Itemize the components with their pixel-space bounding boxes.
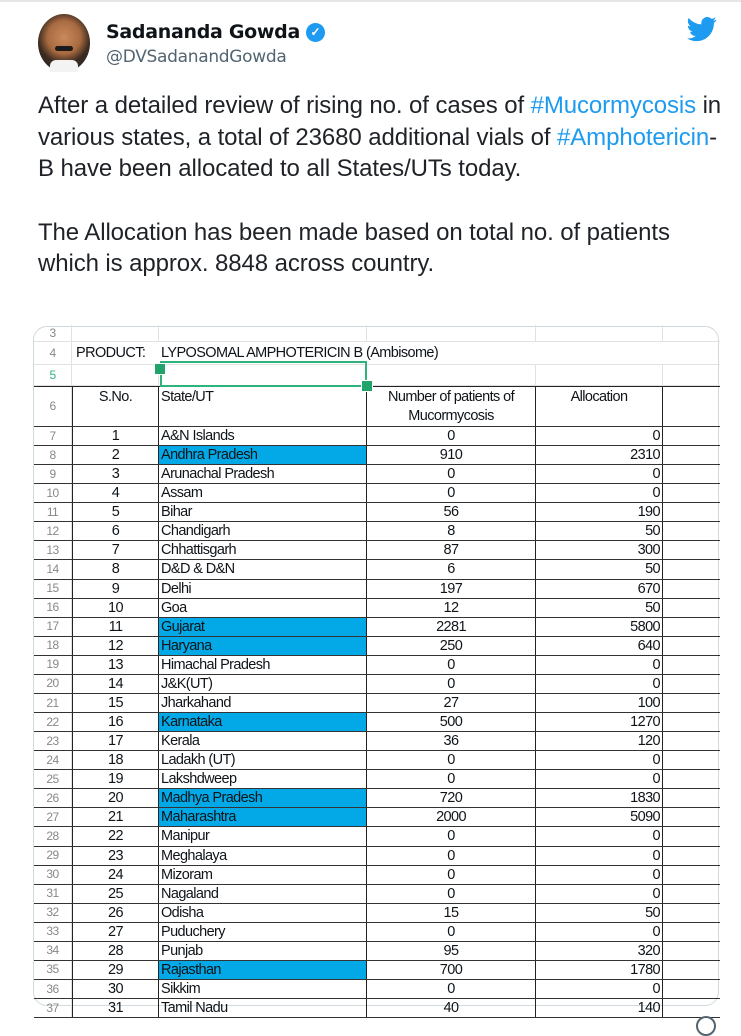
row-number: 4 [34, 342, 72, 364]
cell[interactable] [663, 904, 720, 922]
row-number: 27 [34, 808, 72, 826]
state-cell[interactable]: Odisha [159, 904, 367, 922]
allocation-cell[interactable]: 190 [536, 503, 663, 521]
allocation-cell[interactable]: 0 [536, 847, 663, 865]
twitter-bird-icon[interactable] [685, 14, 719, 44]
sno-cell[interactable]: 18 [72, 751, 159, 769]
table-row [34, 961, 720, 980]
state-cell[interactable]: Chhattisgarh [159, 541, 367, 559]
cell[interactable] [663, 923, 720, 941]
tweet-text-segment: in various states, a total of 23680 additional vials of [38, 92, 722, 151]
row-number: 3 [34, 325, 72, 341]
allocation-cell[interactable]: 0 [536, 885, 663, 903]
sno-cell[interactable]: 30 [72, 980, 159, 998]
table-row [34, 580, 720, 599]
table-row [34, 541, 720, 560]
tweet-text [38, 90, 728, 280]
sno-cell[interactable]: 8 [72, 560, 159, 578]
row-number: 5 [34, 365, 72, 385]
sno-cell[interactable]: 13 [72, 656, 159, 674]
cell[interactable] [663, 465, 720, 483]
patients-cell[interactable]: 197 [367, 580, 536, 598]
row-number: 21 [34, 694, 72, 712]
table-row [34, 694, 720, 713]
cell[interactable] [663, 484, 720, 502]
patients-cell[interactable]: 2281 [367, 618, 536, 636]
cell[interactable] [663, 713, 720, 731]
allocation-cell[interactable]: 5090 [536, 808, 663, 826]
table-row [34, 827, 720, 846]
state-cell[interactable]: Arunachal Pradesh [159, 465, 367, 483]
row-number: 19 [34, 656, 72, 674]
cell[interactable] [663, 387, 720, 426]
row-number: 14 [34, 560, 72, 578]
cell[interactable] [663, 503, 720, 521]
patients-cell[interactable]: 56 [367, 503, 536, 521]
state-cell[interactable]: Gujarat [159, 618, 367, 636]
sheet-row [34, 365, 720, 386]
row-number: 32 [34, 904, 72, 922]
patients-cell[interactable]: 250 [367, 637, 536, 655]
patients-cell[interactable]: 700 [367, 961, 536, 979]
cell[interactable] [367, 325, 536, 341]
state-cell[interactable]: Delhi [159, 580, 367, 598]
sno-cell[interactable]: 31 [72, 999, 159, 1017]
allocation-cell[interactable]: 5800 [536, 618, 663, 636]
patients-cell[interactable]: 720 [367, 789, 536, 807]
patients-cell[interactable]: 87 [367, 541, 536, 559]
state-cell[interactable]: Rajasthan [159, 961, 367, 979]
row-number: 37 [34, 999, 72, 1017]
row-number: 28 [34, 827, 72, 845]
allocation-cell[interactable]: 1830 [536, 789, 663, 807]
patients-cell[interactable]: 0 [367, 427, 536, 445]
cell[interactable] [663, 961, 720, 979]
allocation-cell[interactable]: 0 [536, 827, 663, 845]
sno-cell[interactable]: 4 [72, 484, 159, 502]
row-number: 7 [34, 427, 72, 445]
patients-cell[interactable]: 500 [367, 713, 536, 731]
allocation-cell[interactable]: 0 [536, 675, 663, 693]
row-number: 12 [34, 522, 72, 540]
state-cell[interactable]: Bihar [159, 503, 367, 521]
cell[interactable] [663, 827, 720, 845]
patients-cell[interactable]: 0 [367, 770, 536, 788]
row-number: 25 [34, 770, 72, 788]
cell[interactable] [72, 325, 159, 341]
patients-cell[interactable]: 0 [367, 866, 536, 884]
row-number: 13 [34, 541, 72, 559]
allocation-cell[interactable]: 50 [536, 904, 663, 922]
author-name[interactable]: Sadananda Gowda [106, 21, 300, 43]
state-cell[interactable]: Haryana [159, 637, 367, 655]
cell[interactable] [663, 365, 720, 385]
patients-cell[interactable]: 36 [367, 732, 536, 750]
table-row [34, 560, 720, 579]
sno-cell[interactable]: 24 [72, 866, 159, 884]
state-cell[interactable]: Sikkim [159, 980, 367, 998]
patients-cell[interactable]: 0 [367, 923, 536, 941]
table-row [34, 522, 720, 541]
allocation-cell[interactable]: 50 [536, 522, 663, 540]
allocation-cell[interactable]: 300 [536, 541, 663, 559]
row-number: 20 [34, 675, 72, 693]
table-row [34, 484, 720, 503]
allocation-cell[interactable]: 50 [536, 560, 663, 578]
allocation-cell[interactable]: 0 [536, 656, 663, 674]
allocation-cell[interactable]: 1270 [536, 713, 663, 731]
table-row [34, 503, 720, 522]
row-number: 22 [34, 713, 72, 731]
allocation-cell[interactable]: 0 [536, 866, 663, 884]
row-number: 16 [34, 599, 72, 617]
state-cell[interactable]: A&N Islands [159, 427, 367, 445]
row-number: 24 [34, 751, 72, 769]
sno-cell[interactable]: 12 [72, 637, 159, 655]
row-number: 31 [34, 885, 72, 903]
cell[interactable] [663, 866, 720, 884]
row-number: 35 [34, 961, 72, 979]
allocation-cell[interactable]: 0 [536, 751, 663, 769]
state-cell[interactable]: Punjab [159, 942, 367, 960]
row-number: 8 [34, 446, 72, 464]
cell[interactable] [663, 618, 720, 636]
sno-cell[interactable]: 9 [72, 580, 159, 598]
row-number: 29 [34, 847, 72, 865]
state-cell[interactable]: D&D & D&N [159, 560, 367, 578]
state-cell[interactable]: Tamil Nadu [159, 999, 367, 1017]
state-cell[interactable]: Puduchery [159, 923, 367, 941]
table-row [34, 999, 720, 1018]
header-patients[interactable]: Number of patients of Mucormycosis [367, 387, 536, 426]
patients-cell[interactable]: 40 [367, 999, 536, 1017]
state-cell[interactable]: Andhra Pradesh [159, 446, 367, 464]
sno-cell[interactable]: 25 [72, 885, 159, 903]
sheet-row [34, 342, 720, 365]
row-number: 10 [34, 484, 72, 502]
cell[interactable] [663, 847, 720, 865]
patients-cell[interactable]: 910 [367, 446, 536, 464]
sno-cell[interactable]: 15 [72, 694, 159, 712]
row-number: 18 [34, 637, 72, 655]
cell[interactable] [663, 942, 720, 960]
patients-cell[interactable]: 15 [367, 904, 536, 922]
sno-cell[interactable]: 23 [72, 847, 159, 865]
cell[interactable] [663, 599, 720, 617]
verified-badge-icon: ✓ [306, 23, 325, 42]
more-options-icon[interactable] [696, 1016, 716, 1036]
allocation-cell[interactable]: 0 [536, 465, 663, 483]
patients-cell[interactable]: 2000 [367, 808, 536, 826]
header-state[interactable]: State/UT [159, 387, 367, 426]
cell[interactable] [663, 808, 720, 826]
allocation-cell[interactable]: 0 [536, 484, 663, 502]
table-row [34, 656, 720, 675]
sheet-row [34, 325, 720, 342]
cell[interactable] [663, 427, 720, 445]
row-number: 30 [34, 866, 72, 884]
table-row [34, 465, 720, 484]
state-cell[interactable]: Madhya Pradesh [159, 789, 367, 807]
patients-cell[interactable]: 12 [367, 599, 536, 617]
state-cell[interactable]: J&K(UT) [159, 675, 367, 693]
patients-cell[interactable]: 0 [367, 847, 536, 865]
table-row [34, 713, 720, 732]
tweet-paragraph [38, 90, 728, 185]
patients-cell[interactable]: 0 [367, 656, 536, 674]
patients-cell[interactable]: 0 [367, 980, 536, 998]
sno-cell[interactable]: 20 [72, 789, 159, 807]
sno-cell[interactable]: 6 [72, 522, 159, 540]
table-row [34, 789, 720, 808]
sno-cell[interactable]: 7 [72, 541, 159, 559]
cell[interactable] [663, 325, 720, 341]
allocation-cell[interactable]: 320 [536, 942, 663, 960]
patients-cell[interactable]: 6 [367, 560, 536, 578]
row-number: 33 [34, 923, 72, 941]
state-cell[interactable]: Goa [159, 599, 367, 617]
state-cell[interactable]: Assam [159, 484, 367, 502]
allocation-cell[interactable]: 100 [536, 694, 663, 712]
state-cell[interactable]: Chandigarh [159, 522, 367, 540]
allocation-cell[interactable]: 1780 [536, 961, 663, 979]
table-row [34, 904, 720, 923]
state-cell[interactable]: Jharkahand [159, 694, 367, 712]
state-cell[interactable]: Mizoram [159, 866, 367, 884]
avatar[interactable] [38, 14, 90, 72]
patients-cell[interactable]: 0 [367, 465, 536, 483]
sno-cell[interactable]: 21 [72, 808, 159, 826]
row-number: 36 [34, 980, 72, 998]
patients-cell[interactable]: 0 [367, 484, 536, 502]
state-cell[interactable]: Karnataka [159, 713, 367, 731]
row-number: 34 [34, 942, 72, 960]
state-cell[interactable]: Himachal Pradesh [159, 656, 367, 674]
sno-cell[interactable]: 29 [72, 961, 159, 979]
allocation-cell[interactable]: 140 [536, 999, 663, 1017]
sno-cell[interactable]: 11 [72, 618, 159, 636]
sno-cell[interactable]: 28 [72, 942, 159, 960]
sno-cell[interactable]: 27 [72, 923, 159, 941]
author-handle[interactable]: @DVSadanandGowda [106, 47, 287, 67]
header-sno[interactable]: S.No. [72, 387, 159, 426]
row-number: 26 [34, 789, 72, 807]
allocation-cell[interactable]: 0 [536, 427, 663, 445]
cell[interactable] [663, 885, 720, 903]
table-row [34, 980, 720, 999]
cell[interactable] [663, 656, 720, 674]
row-number: 9 [34, 465, 72, 483]
sno-cell[interactable]: 14 [72, 675, 159, 693]
allocation-cell[interactable]: 0 [536, 980, 663, 998]
header-allocation[interactable]: Allocation [536, 387, 663, 426]
hashtag-link[interactable]: #Amphotericin [557, 123, 710, 151]
sno-cell[interactable]: 3 [72, 465, 159, 483]
patients-cell[interactable]: 0 [367, 675, 536, 693]
cell[interactable] [663, 980, 720, 998]
table-row [34, 808, 720, 827]
table-row [34, 770, 720, 789]
sno-cell[interactable]: 26 [72, 904, 159, 922]
sno-cell[interactable]: 1 [72, 427, 159, 445]
table-row [34, 923, 720, 942]
sno-cell[interactable]: 19 [72, 770, 159, 788]
patients-cell[interactable]: 27 [367, 694, 536, 712]
sno-cell[interactable]: 5 [72, 503, 159, 521]
table-row [34, 751, 720, 770]
top-divider [0, 0, 741, 2]
cell[interactable] [663, 560, 720, 578]
author-name-bar [106, 20, 325, 44]
row-number: 6 [34, 387, 72, 426]
state-cell[interactable]: Nagaland [159, 885, 367, 903]
cell[interactable] [663, 751, 720, 769]
cell[interactable] [663, 446, 720, 464]
cell[interactable] [663, 732, 720, 750]
row-number: 23 [34, 732, 72, 750]
tweet-paragraph: The Allocation has been made based on total no. of patients which is approx. 8848 across country. [38, 218, 670, 277]
allocation-cell[interactable]: 50 [536, 599, 663, 617]
cell[interactable] [663, 770, 720, 788]
sno-cell[interactable]: 10 [72, 599, 159, 617]
state-cell[interactable]: Meghalaya [159, 847, 367, 865]
state-cell[interactable]: Lakshdweep [159, 770, 367, 788]
cell[interactable] [663, 580, 720, 598]
product-label[interactable]: PRODUCT: [76, 345, 146, 361]
cell[interactable] [536, 325, 663, 341]
sno-cell[interactable]: 17 [72, 732, 159, 750]
table-row [34, 427, 720, 446]
cell[interactable] [663, 789, 720, 807]
selection-handle[interactable] [154, 363, 166, 375]
cell[interactable] [663, 999, 720, 1017]
attached-image[interactable] [33, 325, 719, 1017]
state-cell[interactable]: Maharashtra [159, 808, 367, 826]
patients-cell[interactable]: 0 [367, 751, 536, 769]
selection-box[interactable] [160, 361, 367, 387]
table-row [34, 942, 720, 961]
avatar-detail [55, 46, 73, 51]
table-row [34, 885, 720, 904]
table-row [34, 732, 720, 751]
table-row [34, 599, 720, 618]
cell[interactable] [159, 325, 367, 341]
patients-cell[interactable]: 0 [367, 827, 536, 845]
state-cell[interactable]: Ladakh (UT) [159, 751, 367, 769]
row-number: 15 [34, 580, 72, 598]
avatar-detail [50, 60, 78, 72]
cell[interactable] [663, 675, 720, 693]
sno-cell[interactable]: 22 [72, 827, 159, 845]
cell[interactable] [663, 522, 720, 540]
cell[interactable] [536, 365, 663, 385]
table-row [34, 618, 720, 637]
cell[interactable] [367, 365, 536, 385]
sno-cell[interactable]: 16 [72, 713, 159, 731]
allocation-cell[interactable]: 670 [536, 580, 663, 598]
allocation-cell[interactable]: 2310 [536, 446, 663, 464]
allocation-cell[interactable]: 0 [536, 770, 663, 788]
table-row [34, 866, 720, 885]
table-row [34, 847, 720, 866]
sheet-row [34, 386, 720, 427]
row-number: 17 [34, 618, 72, 636]
allocation-cell[interactable]: 120 [536, 732, 663, 750]
patients-cell[interactable]: 0 [367, 885, 536, 903]
state-cell[interactable]: Kerala [159, 732, 367, 750]
cell[interactable] [663, 541, 720, 559]
allocation-cell[interactable]: 640 [536, 637, 663, 655]
tweet-text-segment: - B have been allocated to all States/UTs today. [38, 123, 718, 182]
sno-cell[interactable]: 2 [72, 446, 159, 464]
table-row [34, 446, 720, 465]
table-row [34, 675, 720, 694]
state-cell[interactable]: Manipur [159, 827, 367, 845]
cell[interactable] [72, 365, 159, 385]
allocation-cell[interactable]: 0 [536, 923, 663, 941]
table-row [34, 637, 720, 656]
patients-cell[interactable]: 95 [367, 942, 536, 960]
cell[interactable] [663, 694, 720, 712]
tweet-text-segment: After a detailed review of rising no. of cases of [38, 92, 531, 119]
hashtag-link[interactable]: #Mucormycosis [530, 92, 696, 119]
selection-handle[interactable] [361, 380, 373, 392]
patients-cell[interactable]: 8 [367, 522, 536, 540]
row-number: 11 [34, 503, 72, 521]
product-value[interactable]: LYPOSOMAL AMPHOTERICIN B (Ambisome) [161, 345, 439, 361]
cell[interactable] [663, 637, 720, 655]
